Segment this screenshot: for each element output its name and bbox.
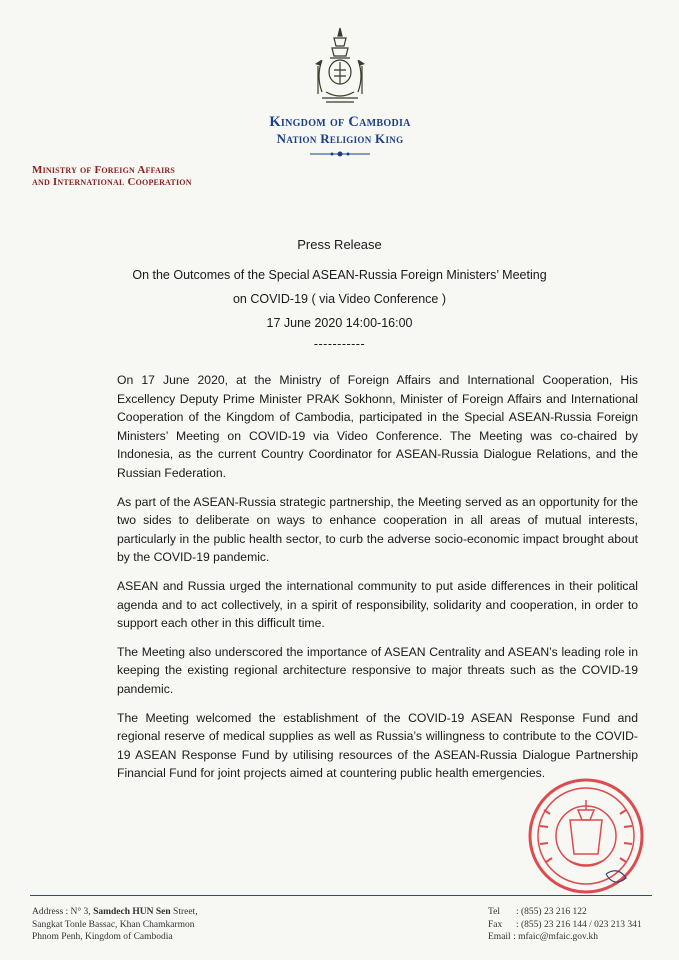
subtitle-line1: On the Outcomes of the Special ASEAN-Russia Foreign Ministers’ Meeting: [132, 268, 547, 282]
kingdom-line1: Kingdom of Cambodia: [269, 114, 411, 130]
address-line2: Sangkat Tonle Bassac, Khan Chamkarmon: [32, 919, 195, 930]
official-seal-icon: [510, 770, 658, 900]
fax-label: Fax: [488, 919, 503, 930]
ministry-header: [32, 164, 192, 188]
address-street-rest: Street,: [170, 907, 198, 917]
paragraph-1: On 17 June 2020, at the Ministry of Foreign Affairs and International Cooperation, His Excellency Deputy Prime Minister PRAK Sokhonn, Minister of Foreign Affairs and International Cooperation of the Kingdom of Cambodia, participated in the Special ASEAN-Russia Foreign Ministers’ Meeting on COVID-19 via Video Conference. The Meeting was co-chaired by Indonesia, as the current Country Coordinator for ASEAN-Russia Dialogue Relations, and the Russian Federation.: [117, 373, 638, 480]
address-label: Address : N° 3,: [32, 907, 94, 917]
title-separator: -----------: [313, 337, 366, 351]
paragraph-2: As part of the ASEAN-Russia strategic partnership, the Meeting served as an opportunity for the two sides to deliberate on ways to enhance cooperation in all areas of mutual interests, particularly in the public health sector, to curb the adverse socio-economic impact brought about by the COVID-19 pandemic.: [117, 494, 638, 565]
ornament-divider-icon: [308, 150, 372, 158]
footer-rule: [30, 895, 652, 896]
email-value: Email : mfaic@mfaic.gov.kh: [488, 932, 598, 942]
subtitle-line2: on COVID-19 ( via Video Conference ): [232, 292, 447, 306]
footer-address: [32, 906, 198, 944]
paragraph-3: ASEAN and Russia urged the international community to put aside differences in their political agenda and to act collectively, in a spirit of responsibility, solidarity and cooperation, in order to support each other in this difficult time.: [117, 578, 638, 631]
fax-value: : (855) 23 216 144 / 023 213 341: [516, 919, 642, 930]
meeting-date: 17 June 2020 14:00-16:00: [266, 316, 413, 330]
kingdom-line2: Nation Religion King: [276, 131, 404, 146]
tel-label: Tel: [488, 907, 500, 917]
address-line3: Phnom Penh, Kingdom of Cambodia: [32, 932, 173, 942]
royal-emblem-icon: [312, 26, 368, 108]
body-text: [117, 371, 638, 793]
tel-value: : (855) 23 216 122: [516, 907, 587, 917]
paragraph-4: The Meeting also underscored the importance of ASEAN Centrality and ASEAN’s leading role in keeping the existing regional architecture responsive to major threats such as the COVID-19 pandemic.: [117, 644, 638, 696]
footer-contact: [488, 906, 642, 944]
ministry-line1: Ministry of Foreign Affairs: [32, 164, 176, 176]
press-release-title: Press Release: [297, 237, 382, 252]
kingdom-header: [220, 114, 460, 147]
address-street-bold: Samdech HUN Sen: [93, 907, 171, 917]
paragraph-5: The Meeting welcomed the establishment of the COVID-19 ASEAN Response Fund and regional reserve of medical supplies as well as Russia’s willingness to contribute to the COVID-19 ASEAN Response Fund by utilising resources of the ASEAN-Russia Dialogue Partnership Financial Fund for joint projects aimed at countering public health emergencies.: [117, 710, 638, 781]
ministry-line2: and International Cooperation: [32, 176, 192, 188]
